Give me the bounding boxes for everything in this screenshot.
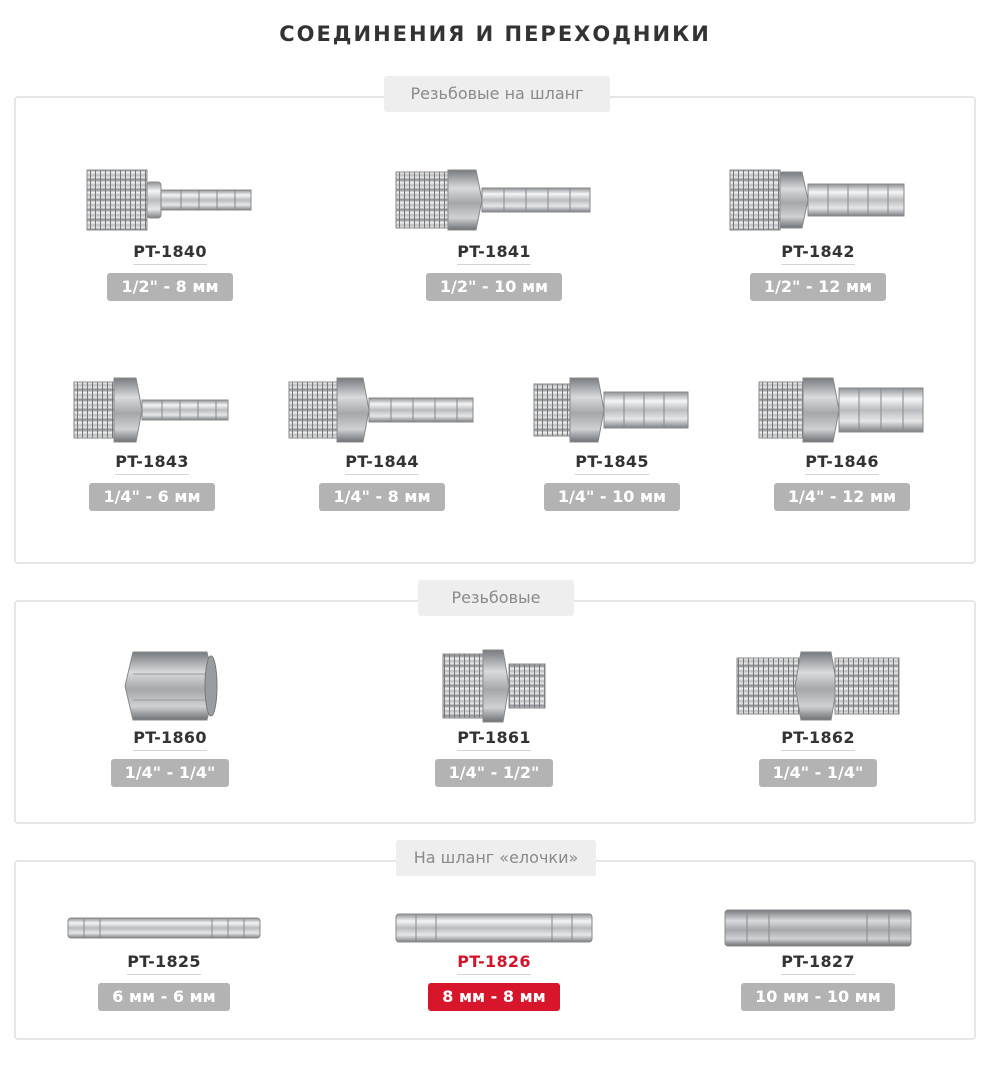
hose-barb-fitting-icon bbox=[728, 160, 908, 240]
size-badge: 1/4" - 1/2" bbox=[435, 759, 554, 787]
product-card[interactable] bbox=[742, 370, 942, 511]
female-hex-coupling-icon bbox=[115, 646, 225, 726]
hose-barb-fitting-icon bbox=[287, 370, 477, 450]
size-badge: 1/4" - 6 мм bbox=[89, 483, 214, 511]
product-card[interactable] bbox=[512, 370, 712, 511]
size-badge: 1/4" - 12 мм bbox=[774, 483, 910, 511]
product-code: PT-1842 bbox=[781, 242, 855, 265]
section-label[interactable]: Резьбовые на шланг bbox=[384, 76, 610, 112]
product-card[interactable] bbox=[282, 370, 482, 511]
double-nipple-icon bbox=[733, 646, 903, 726]
product-card[interactable] bbox=[394, 646, 594, 787]
size-badge: 1/2" - 10 мм bbox=[426, 273, 562, 301]
product-card[interactable] bbox=[394, 906, 594, 1011]
section-label[interactable]: Резьбовые bbox=[418, 580, 574, 616]
product-card[interactable] bbox=[52, 370, 252, 511]
size-badge: 1/4" - 1/4" bbox=[759, 759, 878, 787]
product-code: PT-1826 bbox=[457, 952, 531, 975]
size-badge: 6 мм - 6 мм bbox=[98, 983, 230, 1011]
product-code: PT-1860 bbox=[133, 728, 207, 751]
product-code: PT-1846 bbox=[805, 452, 879, 475]
product-code: PT-1844 bbox=[345, 452, 419, 475]
section-threaded-hose bbox=[14, 84, 976, 564]
page-title: СОЕДИНЕНИЯ И ПЕРЕХОДНИКИ bbox=[279, 22, 711, 46]
product-code: PT-1843 bbox=[115, 452, 189, 475]
hose-barb-fitting-icon bbox=[85, 160, 255, 240]
double-barb-connector-icon bbox=[64, 906, 264, 950]
product-code: PT-1840 bbox=[133, 242, 207, 265]
size-badge: 1/4" - 8 мм bbox=[319, 483, 444, 511]
product-card[interactable] bbox=[394, 160, 594, 301]
product-code: PT-1827 bbox=[781, 952, 855, 975]
hose-barb-fitting-icon bbox=[757, 370, 927, 450]
hose-barb-fitting-icon bbox=[72, 370, 232, 450]
product-card[interactable] bbox=[718, 160, 918, 301]
double-barb-connector-icon bbox=[723, 906, 913, 950]
hose-barb-fitting-icon bbox=[394, 160, 594, 240]
product-card[interactable] bbox=[718, 906, 918, 1011]
product-card[interactable] bbox=[718, 646, 918, 787]
section-label[interactable]: На шланг «елочки» bbox=[396, 840, 596, 876]
section-barb-connectors bbox=[14, 848, 976, 1040]
size-badge: 1/2" - 8 мм bbox=[107, 273, 232, 301]
product-card[interactable] bbox=[70, 646, 270, 787]
size-badge: 1/4" - 1/4" bbox=[111, 759, 230, 787]
double-barb-connector-icon bbox=[394, 906, 594, 950]
product-card[interactable] bbox=[70, 160, 270, 301]
product-code: PT-1861 bbox=[457, 728, 531, 751]
size-badge: 1/4" - 10 мм bbox=[544, 483, 680, 511]
size-badge: 1/2" - 12 мм bbox=[750, 273, 886, 301]
product-code: PT-1841 bbox=[457, 242, 531, 265]
hose-barb-fitting-icon bbox=[532, 370, 692, 450]
size-badge-highlighted: 8 мм - 8 мм bbox=[428, 983, 560, 1011]
size-badge: 10 мм - 10 мм bbox=[741, 983, 895, 1011]
product-code: PT-1825 bbox=[127, 952, 201, 975]
product-card[interactable] bbox=[64, 906, 264, 1011]
product-code: PT-1845 bbox=[575, 452, 649, 475]
section-threaded bbox=[14, 588, 976, 824]
reducer-nipple-icon bbox=[439, 646, 549, 726]
product-code: PT-1862 bbox=[781, 728, 855, 751]
